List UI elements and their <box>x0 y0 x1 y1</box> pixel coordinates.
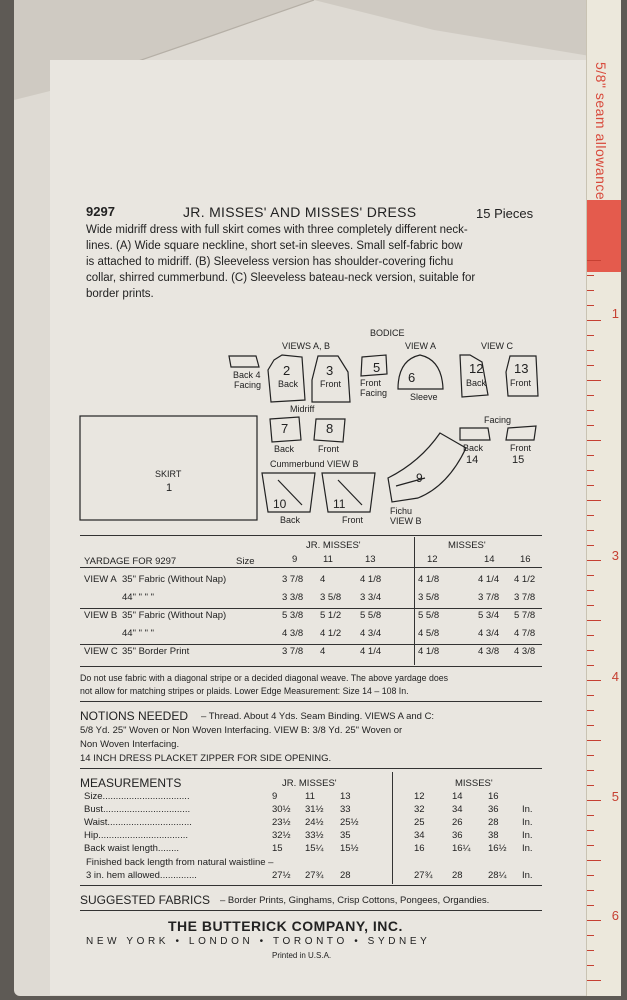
measurement-value: 28¼ <box>488 870 507 881</box>
yardage-note-line: not allow for matching stripes or plaids. Lower Edge Measurement: Size 14 – 108 In. <box>80 686 409 696</box>
tape-tick <box>587 980 601 981</box>
measurement-value: 11 <box>305 791 315 802</box>
zipper-note: 14 INCH DRESS PLACKET ZIPPER FOR SIDE OPENING. <box>80 753 332 764</box>
measurement-value: 24½ <box>305 817 324 828</box>
tape-tick <box>587 350 594 351</box>
yardage-value: 4 3/8 <box>478 646 500 657</box>
yardage-value: 5 5/8 <box>360 610 382 621</box>
tape-tick <box>587 500 601 501</box>
piece-14 <box>460 428 490 440</box>
measurement-value: 13 <box>340 791 351 802</box>
tape-tick <box>587 410 594 411</box>
yardage-value: 3 5/8 <box>320 592 342 603</box>
tape-number: 1 <box>611 306 619 321</box>
tape-tick <box>587 635 594 636</box>
tape-tick <box>587 560 601 561</box>
yardage-value: 5 7/8 <box>514 610 536 621</box>
piece-8-text: Front <box>318 444 340 454</box>
divider <box>80 644 542 645</box>
measurement-value: 38 <box>488 830 499 841</box>
measurement-value: 31½ <box>305 804 324 815</box>
yardage-value: 5 5/8 <box>418 610 440 621</box>
size-col: 12 <box>427 554 438 565</box>
yardage-value: 4 <box>320 646 326 657</box>
piece-9-num: 9 <box>416 471 423 485</box>
yardage-value: 4 1/8 <box>418 574 440 585</box>
piece-11-num: 11 <box>333 497 346 511</box>
tape-tick <box>587 665 594 666</box>
piece-9-sub: VIEW B <box>390 516 422 526</box>
skirt-label: SKIRT <box>155 469 182 479</box>
yardage-value: 4 7/8 <box>514 628 536 639</box>
divider <box>414 537 415 665</box>
measurement-value: 28 <box>340 870 351 881</box>
measurement-label: Waist................................ <box>84 817 192 828</box>
tape-tick <box>587 845 594 846</box>
misses-heading: MISSES' <box>455 778 493 789</box>
tape-tick <box>587 605 594 606</box>
piece-14-text: Back <box>463 443 484 453</box>
finished-length-line: 3 in. hem allowed.............. <box>86 870 197 881</box>
piece-15-num: 15 <box>512 454 525 466</box>
tape-tick <box>587 875 594 876</box>
tape-tick <box>587 380 601 381</box>
size-label: Size <box>236 556 255 567</box>
tape-tick <box>587 770 594 771</box>
piece-9 <box>388 433 466 502</box>
piece-12-text: Back <box>466 378 487 388</box>
yardage-value: 4 1/2 <box>320 628 342 639</box>
tape-tick <box>587 545 594 546</box>
measurement-value: 23½ <box>272 817 291 828</box>
cummerbund-label: Cummerbund VIEW B <box>270 459 359 469</box>
tape-tick <box>587 590 594 591</box>
midriff-label: Midriff <box>290 404 315 414</box>
piece-skirt <box>80 416 257 520</box>
yardage-value: 4 5/8 <box>418 628 440 639</box>
yardage-value: 4 3/8 <box>514 646 536 657</box>
divider <box>80 910 542 911</box>
measurement-value: 25½ <box>340 817 359 828</box>
tape-tick <box>587 695 594 696</box>
measurement-value: 26 <box>452 817 463 828</box>
piece-3-num: 3 <box>326 363 334 378</box>
size-col: 9 <box>292 554 298 565</box>
jr-misses-heading: JR. MISSES' <box>306 540 361 551</box>
yardage-value: 3 7/8 <box>478 592 500 603</box>
measurement-value: 28 <box>488 817 499 828</box>
company-name: THE BUTTERICK COMPANY, INC. <box>168 918 403 934</box>
tape-tick <box>587 275 594 276</box>
measurement-value: 9 <box>272 791 278 802</box>
yardage-value: 3 3/8 <box>282 592 304 603</box>
size-col: 13 <box>365 554 376 565</box>
tape-number: 4 <box>611 669 619 684</box>
skirt-num: 1 <box>166 482 173 494</box>
piece-11 <box>322 473 375 512</box>
fabrics-list: – Border Prints, Ginghams, Crisp Cottons, Pongees, Organdies. <box>220 895 490 906</box>
description-line: Wide midriff dress with full skirt comes with three completely different neck- <box>86 224 468 236</box>
finished-length-line: Finished back length from natural waistline – <box>86 857 274 868</box>
measurement-value: 27½ <box>272 870 291 881</box>
piece-15 <box>506 426 536 440</box>
piece-6-text: Sleeve <box>410 392 438 402</box>
piece-5-text: Front <box>360 378 382 388</box>
measurement-value: 16 <box>414 843 425 854</box>
measurement-value: 35 <box>340 830 351 841</box>
yardage-view: VIEW C <box>84 646 118 657</box>
measurement-value: 33½ <box>305 830 324 841</box>
measurement-unit: In. <box>522 830 533 841</box>
tape-tick <box>587 680 601 681</box>
yardage-label: YARDAGE FOR 9297 <box>84 556 177 567</box>
yardage-value: 3 5/8 <box>418 592 440 603</box>
yardage-value: 4 1/8 <box>360 574 382 585</box>
tape-tick <box>587 290 594 291</box>
notions-line: 5/8 Yd. 25" Woven or Non Woven Interfacing. VIEW B: 3/8 Yd. 25" Woven or <box>80 725 403 736</box>
measurement-label: Hip.................................. <box>84 830 188 841</box>
piece-10-text: Back <box>280 515 301 525</box>
measurement-value: 27¾ <box>305 870 324 881</box>
tape-tick <box>587 620 601 621</box>
tape-number: 5 <box>611 789 619 804</box>
tape-tick <box>587 320 601 321</box>
piece-6 <box>398 355 443 389</box>
misses-heading: MISSES' <box>448 540 486 551</box>
yardage-fabric: 44" " " " <box>122 592 154 603</box>
yardage-value: 3 3/4 <box>360 592 382 603</box>
piece-11-text: Front <box>342 515 364 525</box>
tape-tick <box>587 260 601 261</box>
piece-10-num: 10 <box>273 497 287 511</box>
divider <box>80 608 542 609</box>
piece-13-num: 13 <box>514 361 529 376</box>
piece-6-num: 6 <box>408 370 416 385</box>
tape-tick <box>587 905 594 906</box>
notions-heading: NOTIONS NEEDED <box>80 709 189 723</box>
measurement-value: 28 <box>452 870 463 881</box>
yardage-value: 4 3/4 <box>360 628 382 639</box>
yardage-value: 4 3/4 <box>478 628 500 639</box>
divider <box>80 885 542 886</box>
measurement-value: 25 <box>414 817 425 828</box>
tape-tick <box>587 815 594 816</box>
tape-tick <box>587 710 594 711</box>
piece-2-num: 2 <box>283 363 291 378</box>
measurement-value: 12 <box>414 791 425 802</box>
measurement-value: 36 <box>452 830 463 841</box>
tape-tick <box>587 950 594 951</box>
measurement-unit: In. <box>522 870 533 881</box>
yardage-fabric: 35" Fabric (Without Nap) <box>122 610 227 621</box>
yardage-value: 4 1/4 <box>360 646 382 657</box>
tape-tick <box>587 935 594 936</box>
tape-number: 3 <box>611 548 619 563</box>
piece-13-text: Front <box>510 378 532 388</box>
description-line: collar, shirred cummerbund. (C) Sleeveless bateau-neck version, suitable for <box>86 272 476 284</box>
tape-red-block <box>587 200 621 272</box>
tape-tick <box>587 800 601 801</box>
tape-tick <box>587 455 594 456</box>
divider <box>80 666 542 667</box>
piece-3-text: Front <box>320 379 342 389</box>
piece-5-num: 5 <box>373 360 381 375</box>
piece-7-text: Back <box>274 444 295 454</box>
yardage-fabric: 35" Border Print <box>122 646 190 657</box>
yardage-value: 4 <box>320 574 326 585</box>
piece-15-text: Front <box>510 443 532 453</box>
tape-tick <box>587 725 594 726</box>
yardage-value: 4 1/2 <box>514 574 536 585</box>
piece-10 <box>262 473 315 512</box>
measurement-label: Back waist length........ <box>84 843 180 854</box>
piece-14-num: 14 <box>466 454 479 466</box>
measurement-unit: In. <box>522 817 533 828</box>
yardage-value: 3 7/8 <box>514 592 536 603</box>
pieces-count: 15 Pieces <box>476 206 534 221</box>
measurement-value: 32½ <box>272 830 291 841</box>
divider <box>392 772 393 884</box>
tape-tick <box>587 530 594 531</box>
fabrics-heading: SUGGESTED FABRICS <box>80 893 211 907</box>
tape-tick <box>587 515 594 516</box>
yardage-value: 4 1/8 <box>418 646 440 657</box>
divider <box>80 567 542 568</box>
measurement-value: 34 <box>452 804 463 815</box>
measurement-value: 33 <box>340 804 351 815</box>
divider <box>80 701 542 702</box>
printed-in: Printed in U.S.A. <box>272 951 332 960</box>
yardage-value: 5 3/4 <box>478 610 500 621</box>
piece-7-num: 7 <box>281 421 289 436</box>
description-line: is attached to midriff. (B) Sleeveless version has shoulder-covering fichu <box>86 256 454 268</box>
notions-line: Non Woven Interfacing. <box>80 739 180 750</box>
yardage-fabric: 44" " " " <box>122 628 154 639</box>
tape-tick <box>587 575 594 576</box>
yardage-view: VIEW B <box>84 610 118 621</box>
tape-tick <box>587 740 601 741</box>
measurement-value: 15¼ <box>305 843 324 854</box>
tape-tick <box>587 305 594 306</box>
tape-tick <box>587 440 601 441</box>
tape-tick <box>587 755 594 756</box>
tape-tick <box>587 965 594 966</box>
piece-8-num: 8 <box>326 421 334 436</box>
piece-9-text: Fichu <box>390 506 413 516</box>
size-col: 16 <box>520 554 531 565</box>
yardage-value: 4 3/8 <box>282 628 304 639</box>
measurement-value: 34 <box>414 830 425 841</box>
tape-tick <box>587 470 594 471</box>
measurement-value: 14 <box>452 791 463 802</box>
measurement-value: 30½ <box>272 804 291 815</box>
tape-tick <box>587 425 594 426</box>
description-line: border prints. <box>86 288 154 300</box>
size-col: 11 <box>323 554 333 565</box>
view-c-label: VIEW C <box>481 341 514 351</box>
notions-line: – Thread. About 4 Yds. Seam Binding. VIEWS A and C: <box>201 711 435 722</box>
description-line: lines. (A) Wide square neckline, short set-in sleeves. Small self-fabric bow <box>86 240 463 252</box>
company-cities: NEW YORK • LONDON • TORONTO • SYDNEY <box>86 936 431 947</box>
piece-4 <box>229 356 259 367</box>
piece-5-sub: Facing <box>360 388 388 398</box>
piece-4-text: Back 4 <box>233 370 261 380</box>
tape-tick <box>587 890 594 891</box>
pattern-title: JR. MISSES' AND MISSES' DRESS <box>183 204 417 220</box>
measurement-unit: In. <box>522 804 533 815</box>
yardage-fabric: 35" Fabric (Without Nap) <box>122 574 227 585</box>
view-a-label: VIEW A <box>405 341 437 351</box>
yardage-note-line: Do not use fabric with a diagonal stripe or a decided diagonal weave. The above yardage does <box>80 673 449 683</box>
views-ab-label: VIEWS A, B <box>282 341 331 351</box>
piece-12-num: 12 <box>469 361 484 376</box>
measurement-label: Size................................. <box>84 791 190 802</box>
tape-tick <box>587 785 594 786</box>
measurement-value: 15 <box>272 843 283 854</box>
tape-tick <box>587 335 594 336</box>
piece-2-text: Back <box>278 379 299 389</box>
facing-label: Facing <box>484 415 512 425</box>
size-col: 14 <box>484 554 495 565</box>
piece-4-sub: Facing <box>234 380 262 390</box>
tape-tick <box>587 365 594 366</box>
measurement-value: 16¼ <box>452 843 471 854</box>
measurement-value: 16½ <box>488 843 507 854</box>
tape-tick <box>587 650 594 651</box>
tape-tick <box>587 860 601 861</box>
measurement-value: 32 <box>414 804 425 815</box>
seam-allowance-tape <box>586 0 621 996</box>
yardage-value: 4 1/4 <box>478 574 500 585</box>
jr-misses-heading: JR. MISSES' <box>282 778 337 789</box>
measurement-label: Bust................................. <box>84 804 191 815</box>
tape-tick <box>587 920 601 921</box>
yardage-value: 3 7/8 <box>282 574 304 585</box>
yardage-value: 5 3/8 <box>282 610 304 621</box>
tape-tick <box>587 395 594 396</box>
measurement-unit: In. <box>522 843 533 854</box>
pattern-number: 9297 <box>86 204 115 219</box>
measurement-value: 15½ <box>340 843 359 854</box>
tape-tick <box>587 830 594 831</box>
tape-number: 6 <box>611 908 619 923</box>
tape-label: 5/8" seam allowance <box>593 62 609 201</box>
measurement-value: 27¾ <box>414 870 433 881</box>
measurement-value: 36 <box>488 804 499 815</box>
divider <box>80 768 542 769</box>
tape-tick <box>587 485 594 486</box>
yardage-view: VIEW A <box>84 574 117 585</box>
divider <box>80 535 542 536</box>
measurement-value: 16 <box>488 791 499 802</box>
yardage-value: 5 1/2 <box>320 610 342 621</box>
bodice-label: BODICE <box>370 328 405 338</box>
yardage-value: 3 7/8 <box>282 646 304 657</box>
measurements-heading: MEASUREMENTS <box>80 776 182 790</box>
